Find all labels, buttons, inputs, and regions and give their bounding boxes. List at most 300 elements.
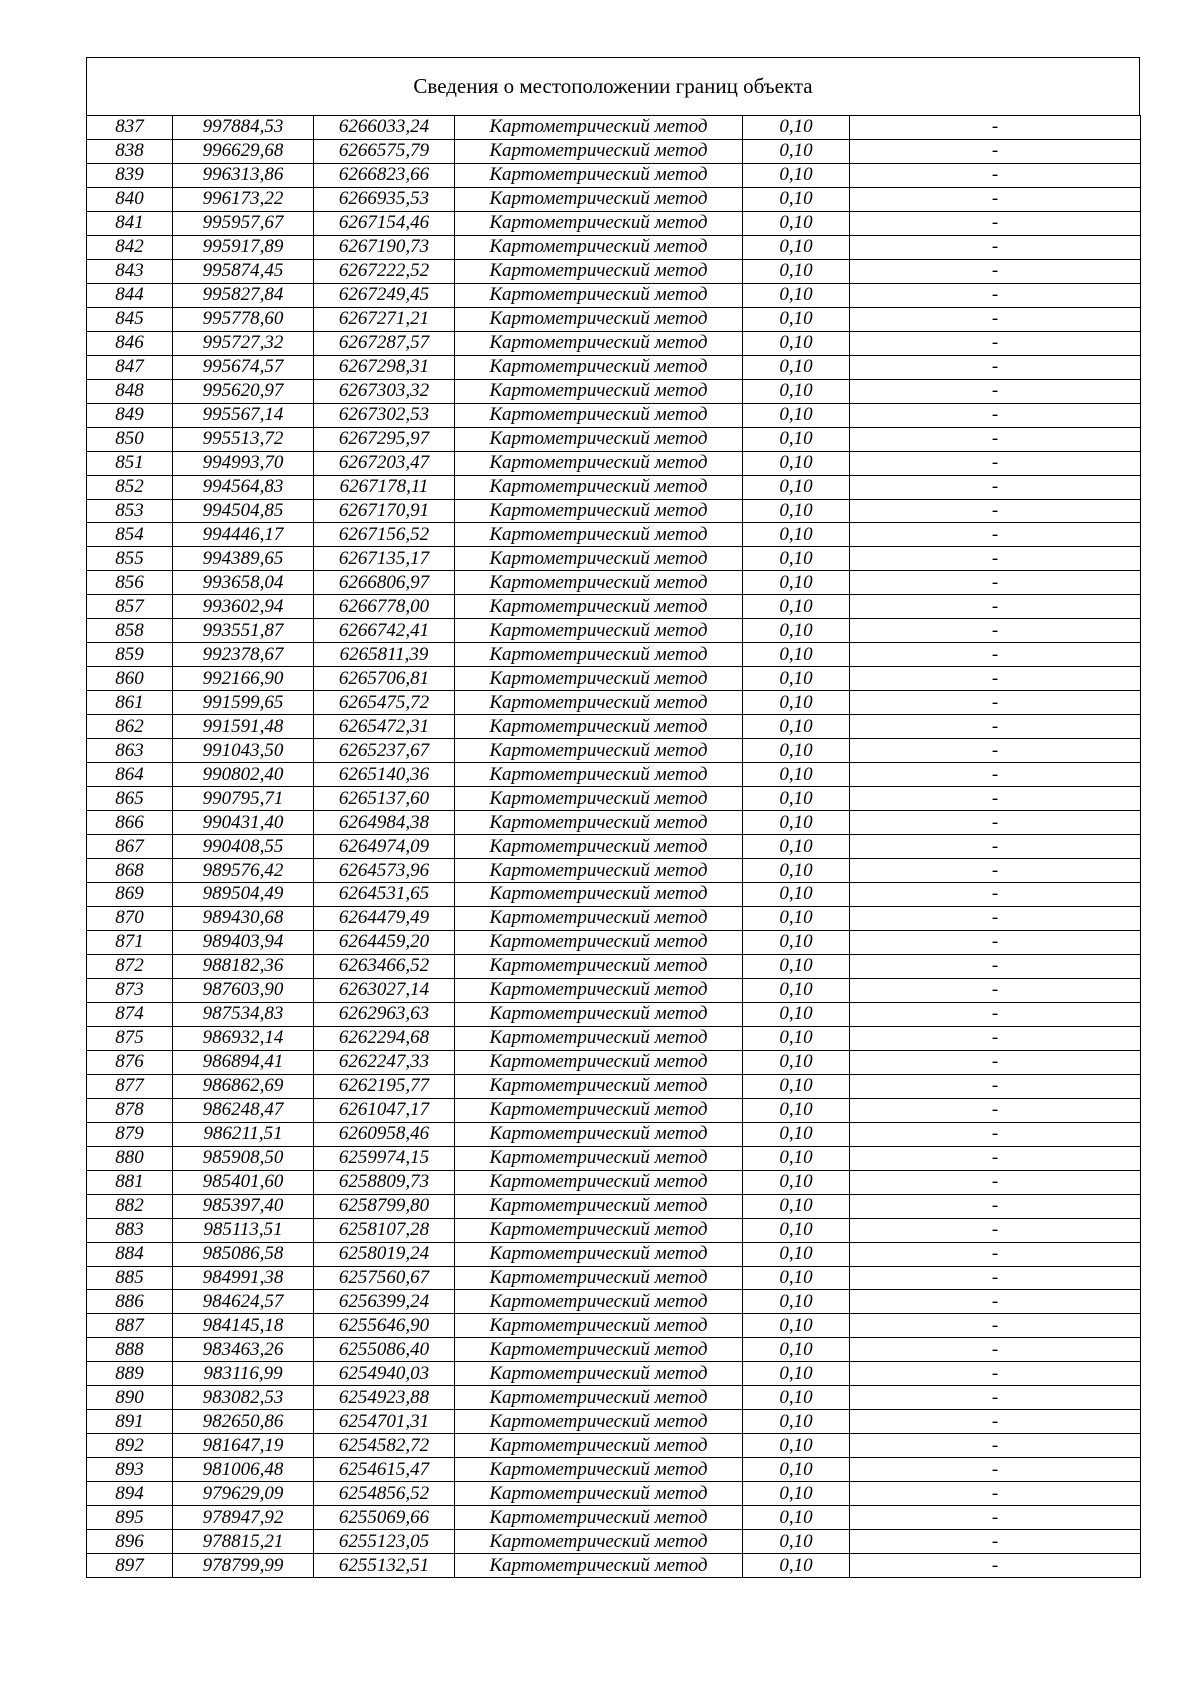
coordinate-x-cell: 994504,85 [173,499,314,523]
precision-cell: 0,10 [743,739,850,763]
point-number-cell: 841 [87,211,173,235]
precision-cell: 0,10 [743,1266,850,1290]
description-cell: - [850,930,1141,954]
coordinate-x-cell: 995674,57 [173,355,314,379]
coordinate-x-cell: 989403,94 [173,930,314,954]
precision-cell: 0,10 [743,1170,850,1194]
precision-cell: 0,10 [743,499,850,523]
description-cell: - [850,571,1141,595]
precision-cell: 0,10 [743,1122,850,1146]
point-number-cell: 869 [87,883,173,907]
method-cell: Картометрический метод [455,883,743,907]
description-cell: - [850,1434,1141,1458]
point-number-cell: 879 [87,1122,173,1146]
precision-cell: 0,10 [743,1098,850,1122]
method-cell: Картометрический метод [455,1386,743,1410]
precision-cell: 0,10 [743,475,850,499]
table-row [87,619,1141,643]
point-number-cell: 859 [87,643,173,667]
coordinate-x-cell: 987603,90 [173,978,314,1002]
coordinate-x-cell: 990431,40 [173,811,314,835]
point-number-cell: 848 [87,379,173,403]
point-number-cell: 877 [87,1074,173,1098]
precision-cell: 0,10 [743,1026,850,1050]
method-cell: Картометрический метод [455,571,743,595]
table-row [87,1554,1141,1578]
precision-cell: 0,10 [743,595,850,619]
point-number-cell: 847 [87,355,173,379]
point-number-cell: 839 [87,163,173,187]
coordinate-x-cell: 984624,57 [173,1290,314,1314]
method-cell: Картометрический метод [455,1026,743,1050]
table-row [87,1458,1141,1482]
table-row [87,1242,1141,1266]
coordinate-x-cell: 984991,38 [173,1266,314,1290]
point-number-cell: 872 [87,954,173,978]
table-row [87,930,1141,954]
table-row [87,859,1141,883]
coordinate-x-cell: 982650,86 [173,1410,314,1434]
description-cell: - [850,235,1141,259]
table-row [87,379,1141,403]
point-number-cell: 854 [87,523,173,547]
description-cell: - [850,187,1141,211]
precision-cell: 0,10 [743,1314,850,1338]
precision-cell: 0,10 [743,691,850,715]
method-cell: Картометрический метод [455,1074,743,1098]
method-cell: Картометрический метод [455,187,743,211]
coordinate-y-cell: 6264459,20 [314,930,455,954]
precision-cell: 0,10 [743,763,850,787]
point-number-cell: 884 [87,1242,173,1266]
coordinate-x-cell: 997884,53 [173,116,314,140]
description-cell: - [850,499,1141,523]
point-number-cell: 842 [87,235,173,259]
point-number-cell: 840 [87,187,173,211]
coordinate-x-cell: 985086,58 [173,1242,314,1266]
method-cell: Картометрический метод [455,1242,743,1266]
table-row [87,523,1141,547]
coordinate-y-cell: 6267303,32 [314,379,455,403]
method-cell: Картометрический метод [455,691,743,715]
coordinate-y-cell: 6264573,96 [314,859,455,883]
point-number-cell: 837 [87,116,173,140]
coordinate-y-cell: 6254582,72 [314,1434,455,1458]
coordinate-x-cell: 983463,26 [173,1338,314,1362]
coordinate-y-cell: 6267302,53 [314,403,455,427]
table-row [87,1098,1141,1122]
table-row [87,1410,1141,1434]
coordinate-y-cell: 6264974,09 [314,835,455,859]
coordinate-x-cell: 988182,36 [173,954,314,978]
table-row [87,1290,1141,1314]
coordinate-x-cell: 993658,04 [173,571,314,595]
precision-cell: 0,10 [743,331,850,355]
description-cell: - [850,811,1141,835]
precision-cell: 0,10 [743,1074,850,1098]
description-cell: - [850,1290,1141,1314]
description-cell: - [850,259,1141,283]
point-number-cell: 851 [87,451,173,475]
description-cell: - [850,307,1141,331]
point-number-cell: 865 [87,787,173,811]
method-cell: Картометрический метод [455,643,743,667]
table-body [87,116,1141,1578]
precision-cell: 0,10 [743,259,850,283]
coordinate-x-cell: 995513,72 [173,427,314,451]
table-row [87,1506,1141,1530]
coordinates-table [86,115,1141,1578]
method-cell: Картометрический метод [455,235,743,259]
precision-cell: 0,10 [743,930,850,954]
method-cell: Картометрический метод [455,1194,743,1218]
point-number-cell: 881 [87,1170,173,1194]
coordinate-y-cell: 6254615,47 [314,1458,455,1482]
point-number-cell: 874 [87,1002,173,1026]
table-row [87,475,1141,499]
coordinate-x-cell: 995567,14 [173,403,314,427]
method-cell: Картометрический метод [455,1098,743,1122]
coordinate-y-cell: 6254701,31 [314,1410,455,1434]
description-cell: - [850,835,1141,859]
method-cell: Картометрический метод [455,763,743,787]
table-row [87,1530,1141,1554]
method-cell: Картометрический метод [455,811,743,835]
method-cell: Картометрический метод [455,595,743,619]
document-sheet [86,57,1140,1578]
method-cell: Картометрический метод [455,1410,743,1434]
coordinate-x-cell: 990795,71 [173,787,314,811]
method-cell: Картометрический метод [455,1434,743,1458]
coordinate-y-cell: 6254923,88 [314,1386,455,1410]
method-cell: Картометрический метод [455,1554,743,1578]
table-row [87,187,1141,211]
table-row [87,1194,1141,1218]
coordinate-y-cell: 6267178,11 [314,475,455,499]
coordinate-x-cell: 994446,17 [173,523,314,547]
method-cell: Картометрический метод [455,1218,743,1242]
table-row [87,906,1141,930]
description-cell: - [850,283,1141,307]
table-row [87,571,1141,595]
description-cell: - [850,331,1141,355]
coordinate-x-cell: 992166,90 [173,667,314,691]
description-cell: - [850,859,1141,883]
precision-cell: 0,10 [743,116,850,140]
coordinate-y-cell: 6255123,05 [314,1530,455,1554]
table-row [87,283,1141,307]
precision-cell: 0,10 [743,1458,850,1482]
method-cell: Картометрический метод [455,1146,743,1170]
method-cell: Картометрический метод [455,331,743,355]
coordinate-x-cell: 993551,87 [173,619,314,643]
description-cell: - [850,739,1141,763]
coordinate-x-cell: 984145,18 [173,1314,314,1338]
method-cell: Картометрический метод [455,667,743,691]
coordinate-y-cell: 6265706,81 [314,667,455,691]
description-cell: - [850,1266,1141,1290]
coordinate-x-cell: 989576,42 [173,859,314,883]
point-number-cell: 844 [87,283,173,307]
precision-cell: 0,10 [743,187,850,211]
table-row [87,499,1141,523]
description-cell: - [850,1338,1141,1362]
table-row [87,1218,1141,1242]
coordinate-x-cell: 996313,86 [173,163,314,187]
coordinate-y-cell: 6262195,77 [314,1074,455,1098]
point-number-cell: 845 [87,307,173,331]
table-row [87,691,1141,715]
table-row [87,739,1141,763]
coordinate-y-cell: 6262247,33 [314,1050,455,1074]
method-cell: Картометрический метод [455,787,743,811]
description-cell: - [850,1098,1141,1122]
coordinate-x-cell: 993602,94 [173,595,314,619]
table-row [87,1362,1141,1386]
description-cell: - [850,451,1141,475]
table-row [87,1266,1141,1290]
coordinate-y-cell: 6267249,45 [314,283,455,307]
method-cell: Картометрический метод [455,379,743,403]
coordinate-x-cell: 991043,50 [173,739,314,763]
coordinate-y-cell: 6266935,53 [314,187,455,211]
precision-cell: 0,10 [743,403,850,427]
coordinate-x-cell: 991591,48 [173,715,314,739]
precision-cell: 0,10 [743,1554,850,1578]
precision-cell: 0,10 [743,1482,850,1506]
table-row [87,139,1141,163]
table-row [87,643,1141,667]
coordinate-x-cell: 981647,19 [173,1434,314,1458]
method-cell: Картометрический метод [455,1290,743,1314]
coordinate-y-cell: 6266806,97 [314,571,455,595]
table-row [87,883,1141,907]
point-number-cell: 896 [87,1530,173,1554]
coordinate-y-cell: 6261047,17 [314,1098,455,1122]
coordinate-y-cell: 6267298,31 [314,355,455,379]
precision-cell: 0,10 [743,1434,850,1458]
table-row [87,667,1141,691]
coordinate-x-cell: 995917,89 [173,235,314,259]
precision-cell: 0,10 [743,1050,850,1074]
description-cell: - [850,139,1141,163]
table-row [87,763,1141,787]
description-cell: - [850,1002,1141,1026]
point-number-cell: 849 [87,403,173,427]
coordinate-x-cell: 985908,50 [173,1146,314,1170]
precision-cell: 0,10 [743,811,850,835]
point-number-cell: 894 [87,1482,173,1506]
coordinate-x-cell: 990408,55 [173,835,314,859]
point-number-cell: 857 [87,595,173,619]
point-number-cell: 862 [87,715,173,739]
coordinate-x-cell: 985401,60 [173,1170,314,1194]
coordinate-y-cell: 6266823,66 [314,163,455,187]
method-cell: Картометрический метод [455,1482,743,1506]
table-row [87,1338,1141,1362]
precision-cell: 0,10 [743,139,850,163]
coordinate-x-cell: 994564,83 [173,475,314,499]
precision-cell: 0,10 [743,1290,850,1314]
coordinate-y-cell: 6266033,24 [314,116,455,140]
description-cell: - [850,787,1141,811]
table-row [87,451,1141,475]
method-cell: Картометрический метод [455,1170,743,1194]
coordinate-x-cell: 978799,99 [173,1554,314,1578]
coordinate-x-cell: 995874,45 [173,259,314,283]
method-cell: Картометрический метод [455,1530,743,1554]
point-number-cell: 880 [87,1146,173,1170]
description-cell: - [850,883,1141,907]
table-row [87,163,1141,187]
table-row [87,835,1141,859]
coordinate-x-cell: 978947,92 [173,1506,314,1530]
description-cell: - [850,1530,1141,1554]
method-cell: Картометрический метод [455,715,743,739]
point-number-cell: 856 [87,571,173,595]
precision-cell: 0,10 [743,1338,850,1362]
description-cell: - [850,954,1141,978]
coordinate-y-cell: 6258799,80 [314,1194,455,1218]
coordinate-x-cell: 996629,68 [173,139,314,163]
coordinate-x-cell: 995827,84 [173,283,314,307]
description-cell: - [850,1314,1141,1338]
point-number-cell: 890 [87,1386,173,1410]
description-cell: - [850,715,1141,739]
description-cell: - [850,1170,1141,1194]
point-number-cell: 852 [87,475,173,499]
coordinate-y-cell: 6254940,03 [314,1362,455,1386]
coordinate-x-cell: 995778,60 [173,307,314,331]
coordinate-y-cell: 6267295,97 [314,427,455,451]
precision-cell: 0,10 [743,235,850,259]
table-row [87,331,1141,355]
coordinate-x-cell: 994389,65 [173,547,314,571]
coordinate-x-cell: 994993,70 [173,451,314,475]
table-row [87,595,1141,619]
precision-cell: 0,10 [743,163,850,187]
table-row [87,1386,1141,1410]
point-number-cell: 867 [87,835,173,859]
coordinate-y-cell: 6258809,73 [314,1170,455,1194]
table-row [87,235,1141,259]
precision-cell: 0,10 [743,787,850,811]
precision-cell: 0,10 [743,883,850,907]
coordinate-x-cell: 989430,68 [173,906,314,930]
description-cell: - [850,595,1141,619]
description-cell: - [850,523,1141,547]
description-cell: - [850,1482,1141,1506]
coordinate-y-cell: 6265140,36 [314,763,455,787]
coordinate-y-cell: 6265237,67 [314,739,455,763]
coordinate-y-cell: 6266575,79 [314,139,455,163]
precision-cell: 0,10 [743,643,850,667]
coordinate-x-cell: 992378,67 [173,643,314,667]
table-row [87,403,1141,427]
method-cell: Картометрический метод [455,1362,743,1386]
point-number-cell: 883 [87,1218,173,1242]
table-row [87,787,1141,811]
point-number-cell: 871 [87,930,173,954]
coordinate-y-cell: 6265137,60 [314,787,455,811]
coordinate-y-cell: 6263466,52 [314,954,455,978]
table-title: Сведения о местоположении границ объекта [86,57,1140,115]
precision-cell: 0,10 [743,906,850,930]
description-cell: - [850,379,1141,403]
point-number-cell: 887 [87,1314,173,1338]
description-cell: - [850,1026,1141,1050]
coordinate-x-cell: 985113,51 [173,1218,314,1242]
coordinate-y-cell: 6265811,39 [314,643,455,667]
coordinate-x-cell: 995727,32 [173,331,314,355]
precision-cell: 0,10 [743,1506,850,1530]
description-cell: - [850,1458,1141,1482]
description-cell: - [850,1554,1141,1578]
point-number-cell: 838 [87,139,173,163]
precision-cell: 0,10 [743,1242,850,1266]
coordinate-y-cell: 6255132,51 [314,1554,455,1578]
table-row [87,1002,1141,1026]
point-number-cell: 870 [87,906,173,930]
method-cell: Картометрический метод [455,1122,743,1146]
table-row [87,211,1141,235]
precision-cell: 0,10 [743,427,850,451]
coordinate-y-cell: 6266778,00 [314,595,455,619]
table-row [87,547,1141,571]
method-cell: Картометрический метод [455,427,743,451]
method-cell: Картометрический метод [455,954,743,978]
description-cell: - [850,163,1141,187]
table-row [87,1122,1141,1146]
coordinate-y-cell: 6267190,73 [314,235,455,259]
table-row [87,1050,1141,1074]
point-number-cell: 891 [87,1410,173,1434]
description-cell: - [850,1074,1141,1098]
point-number-cell: 892 [87,1434,173,1458]
table-row [87,1170,1141,1194]
coordinate-y-cell: 6267156,52 [314,523,455,547]
description-cell: - [850,1194,1141,1218]
precision-cell: 0,10 [743,379,850,403]
coordinate-x-cell: 987534,83 [173,1002,314,1026]
method-cell: Картометрический метод [455,1314,743,1338]
coordinate-y-cell: 6257560,67 [314,1266,455,1290]
point-number-cell: 853 [87,499,173,523]
description-cell: - [850,1410,1141,1434]
table-row [87,811,1141,835]
precision-cell: 0,10 [743,283,850,307]
table-row [87,1146,1141,1170]
description-cell: - [850,691,1141,715]
point-number-cell: 889 [87,1362,173,1386]
method-cell: Картометрический метод [455,1338,743,1362]
method-cell: Картометрический метод [455,930,743,954]
method-cell: Картометрический метод [455,1050,743,1074]
coordinate-x-cell: 991599,65 [173,691,314,715]
coordinate-x-cell: 981006,48 [173,1458,314,1482]
precision-cell: 0,10 [743,1146,850,1170]
description-cell: - [850,1146,1141,1170]
method-cell: Картометрический метод [455,307,743,331]
coordinate-y-cell: 6262963,63 [314,1002,455,1026]
coordinate-x-cell: 995620,97 [173,379,314,403]
coordinate-y-cell: 6262294,68 [314,1026,455,1050]
coordinate-x-cell: 986211,51 [173,1122,314,1146]
table-row [87,1314,1141,1338]
point-number-cell: 855 [87,547,173,571]
coordinate-y-cell: 6264984,38 [314,811,455,835]
point-number-cell: 860 [87,667,173,691]
